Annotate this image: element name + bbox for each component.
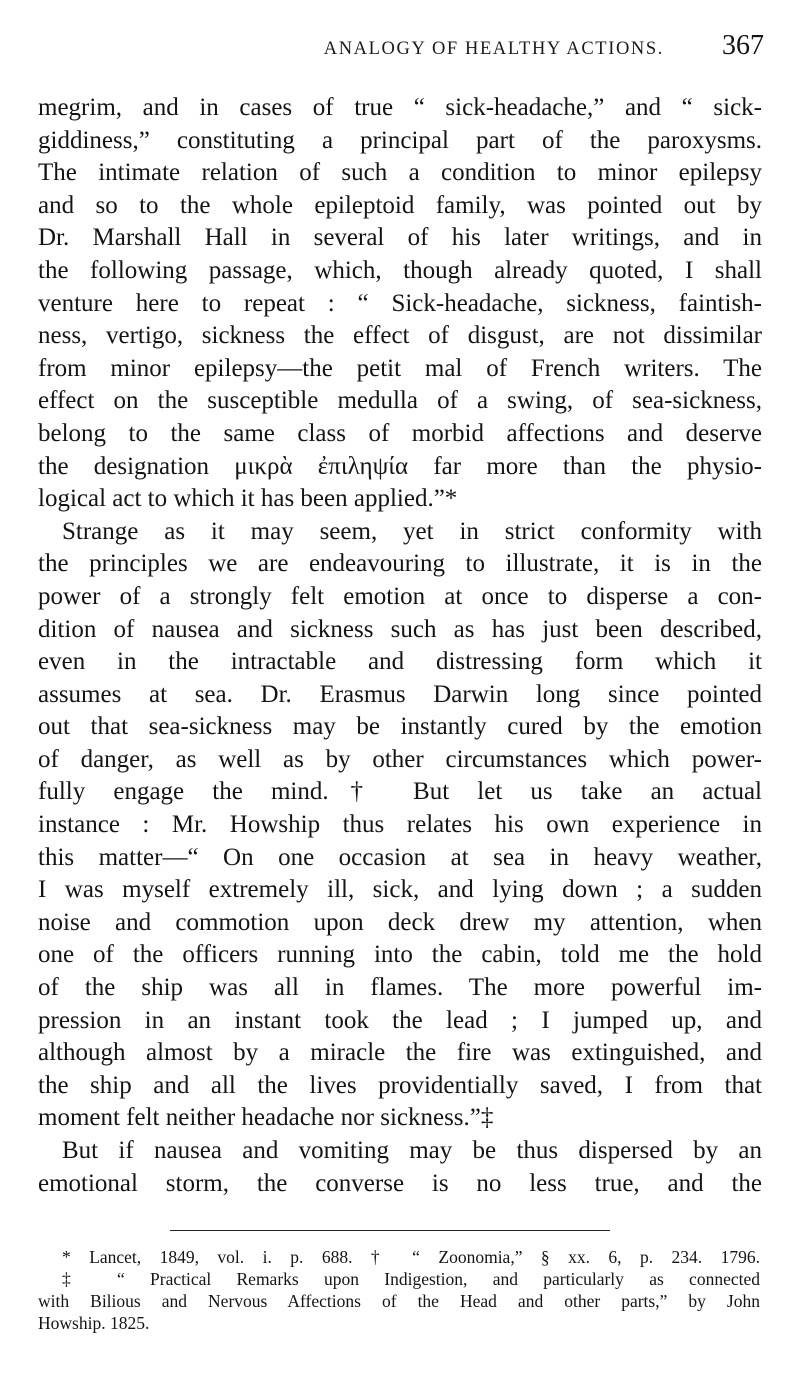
text-line: Dr. Marshall Hall in several of his later writings, and in — [38, 224, 762, 252]
text-line: venture here to repeat : “ Sick-headache, sickness, faintish- — [38, 289, 762, 317]
text-line: noise and commotion upon deck drew my attention, when — [38, 908, 762, 936]
footnote-line: with Bilious and Nervous Affections of the Head and other parts,” by John — [38, 1291, 760, 1311]
text-line: from minor epilepsy—the petit mal of French writers. The — [38, 354, 762, 382]
footnote-line: * Lancet, 1849, vol. i. p. 688. † “ Zoonomia,” § xx. 6, p. 234. 1796. — [62, 1247, 760, 1267]
running-title: ANALOGY OF HEALTHY ACTIONS. — [323, 39, 664, 59]
footnotes — [38, 1246, 760, 1334]
text-line: the principles we are endeavouring to illustrate, it is in the — [38, 550, 762, 578]
text-line: of danger, as well as by other circumstances which power- — [38, 745, 762, 773]
text-line: and so to the whole epileptoid family, was pointed out by — [38, 191, 762, 219]
text-line: effect on the susceptible medulla of a swing, of sea-sickness, — [38, 387, 762, 415]
text-line: The intimate relation of such a condition to minor epilepsy — [38, 159, 762, 187]
text-line: assumes at sea. Dr. Erasmus Darwin long since pointed — [38, 680, 762, 708]
text-line: the ship and all the lives providentially saved, I from that — [38, 1071, 762, 1099]
text-line: megrim, and in cases of true “ sick-headache,” and “ sick- — [38, 94, 762, 121]
text-line: moment felt neither headache nor sickness.”‡ — [38, 1104, 494, 1132]
text-line: of the ship was all in flames. The more powerful im- — [38, 974, 762, 1002]
text-line: dition of nausea and sickness such as has just been described, — [38, 615, 762, 643]
footnote-line: Howship. 1825. — [38, 1313, 150, 1333]
text-line: instance : Mr. Howship thus relates his own experience in — [38, 811, 762, 839]
text-line: But if nausea and vomiting may be thus dispersed by an — [62, 1137, 762, 1164]
text-line: emotional storm, the converse is no less true, and the — [38, 1169, 762, 1197]
page-header — [38, 30, 764, 70]
text-line: one of the officers running into the cabin, told me the hold — [38, 941, 762, 969]
text-line: logical act to which it has been applied.”* — [38, 485, 458, 513]
text-line: the designation μικρὰ ἐπιληψία far more than the physio- — [38, 452, 762, 480]
footnote-rule — [170, 1230, 610, 1231]
text-line: pression in an instant took the lead ; I jumped up, and — [38, 1006, 762, 1034]
text-line: out that sea-sickness may be instantly cured by the emotion — [38, 713, 762, 741]
text-line: power of a strongly felt emotion at once to disperse a con- — [38, 582, 762, 610]
text-line: giddiness,” constituting a principal part of the paroxysms. — [38, 126, 762, 154]
text-line: belong to the same class of morbid affections and deserve — [38, 419, 762, 447]
text-line: this matter—“ On one occasion at sea in heavy weather, — [38, 843, 762, 871]
text-line: even in the intractable and distressing form which it — [38, 648, 762, 676]
text-line: Strange as it may seem, yet in strict conformity with — [62, 517, 762, 545]
text-line: ness, vertigo, sickness the effect of disgust, are not dissimilar — [38, 322, 762, 350]
text-line: the following passage, which, though already quoted, I shall — [38, 256, 762, 284]
text-line: I was myself extremely ill, sick, and lying down ; a sudden — [38, 876, 762, 904]
text-line: fully engage the mind.† But let us take an actual — [38, 778, 762, 806]
body-text — [38, 92, 762, 1200]
text-line: although almost by a miracle the fire was extinguished, and — [38, 1039, 762, 1067]
footnote-line: ‡ “ Practical Remarks upon Indigestion, and particularly as connected — [62, 1269, 760, 1289]
page-number: 367 — [722, 30, 764, 61]
